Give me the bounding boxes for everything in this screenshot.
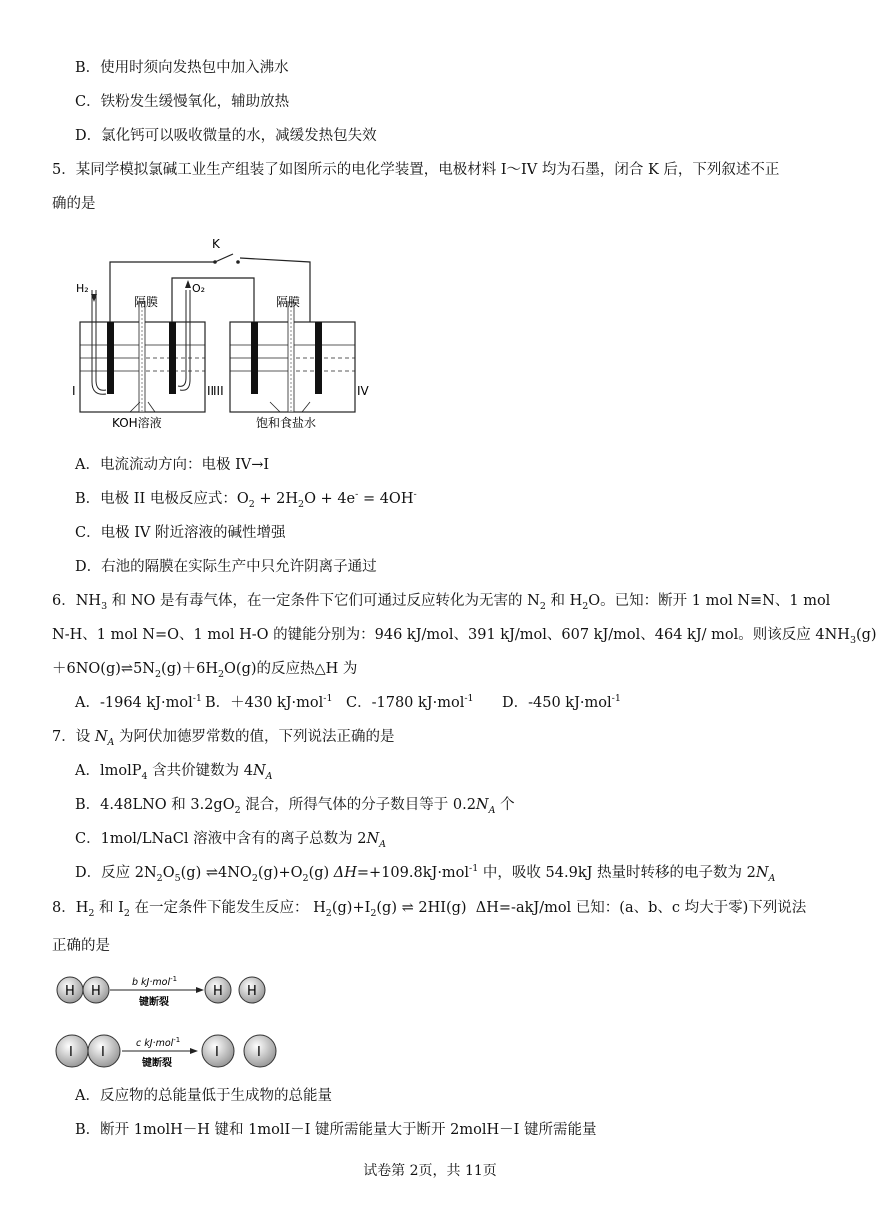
q8-stem-line2: 正确的是 bbox=[52, 938, 110, 954]
q5-stem-line1: 5．某同学模拟氯碱工业生产组装了如图所示的电化学装置，电极材料 I～IV 均为石墨，闭合 K 后，下列叙述不正 bbox=[52, 162, 780, 178]
q6-stem-line1: 6．$NH_3$ 和 NO 是有毒气体，在一定条件下它们可通过反应转化为无害的 $N_2$ 和 $H_2O$。已知：断开 1 mol N≡N、1 mol bbox=[52, 593, 831, 612]
q7-option-d: D．反应 $2N_2O_5(g)$ $\rightleftharpoons 4NO_2(g)+O_2(g)$ ΔH=+109.8kJ·mol$^{-1}$ 中，吸收 54.9kJ 热量时转移的电子数为 $2N_A$ bbox=[75, 863, 776, 884]
q7-stem: 7．设 $N_A$ 为阿伏加德罗常数的值，下列说法正确的是 bbox=[52, 729, 395, 748]
brine-solution-label: 饱和食盐水 bbox=[256, 416, 317, 430]
electrode-3-label: III bbox=[213, 384, 224, 398]
q7-option-b: B．4.48LNO 和 $3.2gO_2$ 混合，所得气体的分子数目等于 $0.2N_A$ 个 bbox=[75, 797, 515, 816]
q6-option-a: A．-1964 kJ·mol$^{-1}$ bbox=[75, 693, 202, 711]
svg-text:I: I bbox=[69, 1045, 73, 1060]
h-bond-break-label: 键断裂 bbox=[139, 997, 169, 1008]
q5-option-b: B．电极 II 电极反应式：$O_2 + 2H_2O + 4e^- = 4OH^-$ bbox=[75, 489, 417, 510]
electrolysis-apparatus-figure bbox=[70, 230, 370, 435]
q7-option-a: A．lmolP$_4$ 含共价键数为 $4N_A$ bbox=[75, 763, 273, 782]
electrode-1-label: I bbox=[72, 384, 76, 398]
svg-text:H: H bbox=[65, 984, 75, 999]
switch-k-label: K bbox=[212, 237, 220, 251]
svg-text:H: H bbox=[247, 984, 257, 999]
equilibrium-arrow-icon: ⇌ bbox=[120, 661, 134, 677]
q6-option-b: B．＋430 kJ·mol$^{-1}$ bbox=[205, 693, 333, 711]
q5-option-a: A．电流流动方向：电极 IV→I bbox=[75, 457, 270, 473]
bond-breaking-figure bbox=[52, 972, 282, 1072]
q4-option-d: D．氯化钙可以吸收微量的水，减缓发热包失效 bbox=[75, 128, 377, 144]
long-equilibrium-arrow-icon: ⇌ bbox=[401, 900, 414, 916]
i-bond-break-label: 键断裂 bbox=[142, 1058, 172, 1069]
q6-stem-line2: N-H、1 mol N=O、1 mol H-O 的键能分别为：946 kJ/mol、391 kJ/mol、607 kJ/mol、464 kJ/ mol。则该反应 $4NH_3(g)$ bbox=[52, 627, 877, 646]
svg-text:I: I bbox=[215, 1045, 219, 1060]
h2-label: H₂ bbox=[76, 282, 89, 295]
svg-text:I: I bbox=[257, 1045, 261, 1060]
page-footer: 试卷第 2页，共 11页 bbox=[363, 1163, 497, 1179]
q6-option-d: D．-450 kJ·mol$^{-1}$ bbox=[502, 693, 621, 711]
i-bond-energy-label: c kJ·mol$^{-1}$ bbox=[136, 1036, 181, 1049]
equilibrium-arrow-icon: ⇌ bbox=[205, 865, 219, 881]
q8-option-b: B．断开 1molH－H 键和 1molI－I 键所需能量大于断开 2molH－I 键所需能量 bbox=[75, 1122, 597, 1138]
svg-text:H: H bbox=[213, 984, 223, 999]
q6-option-c: C．-1780 kJ·mol$^{-1}$ bbox=[346, 693, 474, 711]
membrane-right-label: 隔膜 bbox=[276, 295, 301, 309]
koh-solution-label: KOH溶液 bbox=[112, 416, 162, 430]
q4-option-c: C．铁粉发生缓慢氧化，辅助放热 bbox=[75, 94, 290, 110]
q5-option-d: D．右池的隔膜在实际生产中只允许阴离子通过 bbox=[75, 559, 377, 575]
q8-option-a: A．反应物的总能量低于生成物的总能量 bbox=[75, 1088, 332, 1104]
svg-text:I: I bbox=[101, 1045, 105, 1060]
q7-option-c: C．1mol/LNaCl 溶液中含有的离子总数为 $2N_A$ bbox=[75, 831, 387, 850]
membrane-left-label: 隔膜 bbox=[134, 295, 159, 309]
q6-stem-line3: $+6NO(g)\rightleftharpoons 5N_2(g)+6H_2O(g)$的反应热△H 为 bbox=[52, 661, 358, 680]
q4-option-b: B．使用时须向发热包中加入沸水 bbox=[75, 60, 289, 76]
svg-text:H: H bbox=[91, 984, 101, 999]
h-bond-energy-label: b kJ·mol$^{-1}$ bbox=[132, 975, 178, 988]
electrode-2-label: II bbox=[207, 384, 215, 398]
o2-label: O₂ bbox=[192, 282, 206, 295]
q5-stem-line2: 确的是 bbox=[52, 196, 96, 212]
electrode-4-label: IV bbox=[357, 384, 369, 398]
q8-stem-line1: 8．$H_2$ 和 $I_2$ 在一定条件下能发生反应： $H_2(g)+I_2(g)$ ⇌ 2HI(g) ΔH=-akJ/mol 已知：(a、b、c 均大于零)下列说法 bbox=[52, 900, 807, 919]
q5-option-c: C．电极 IV 附近溶液的碱性增强 bbox=[75, 525, 286, 541]
